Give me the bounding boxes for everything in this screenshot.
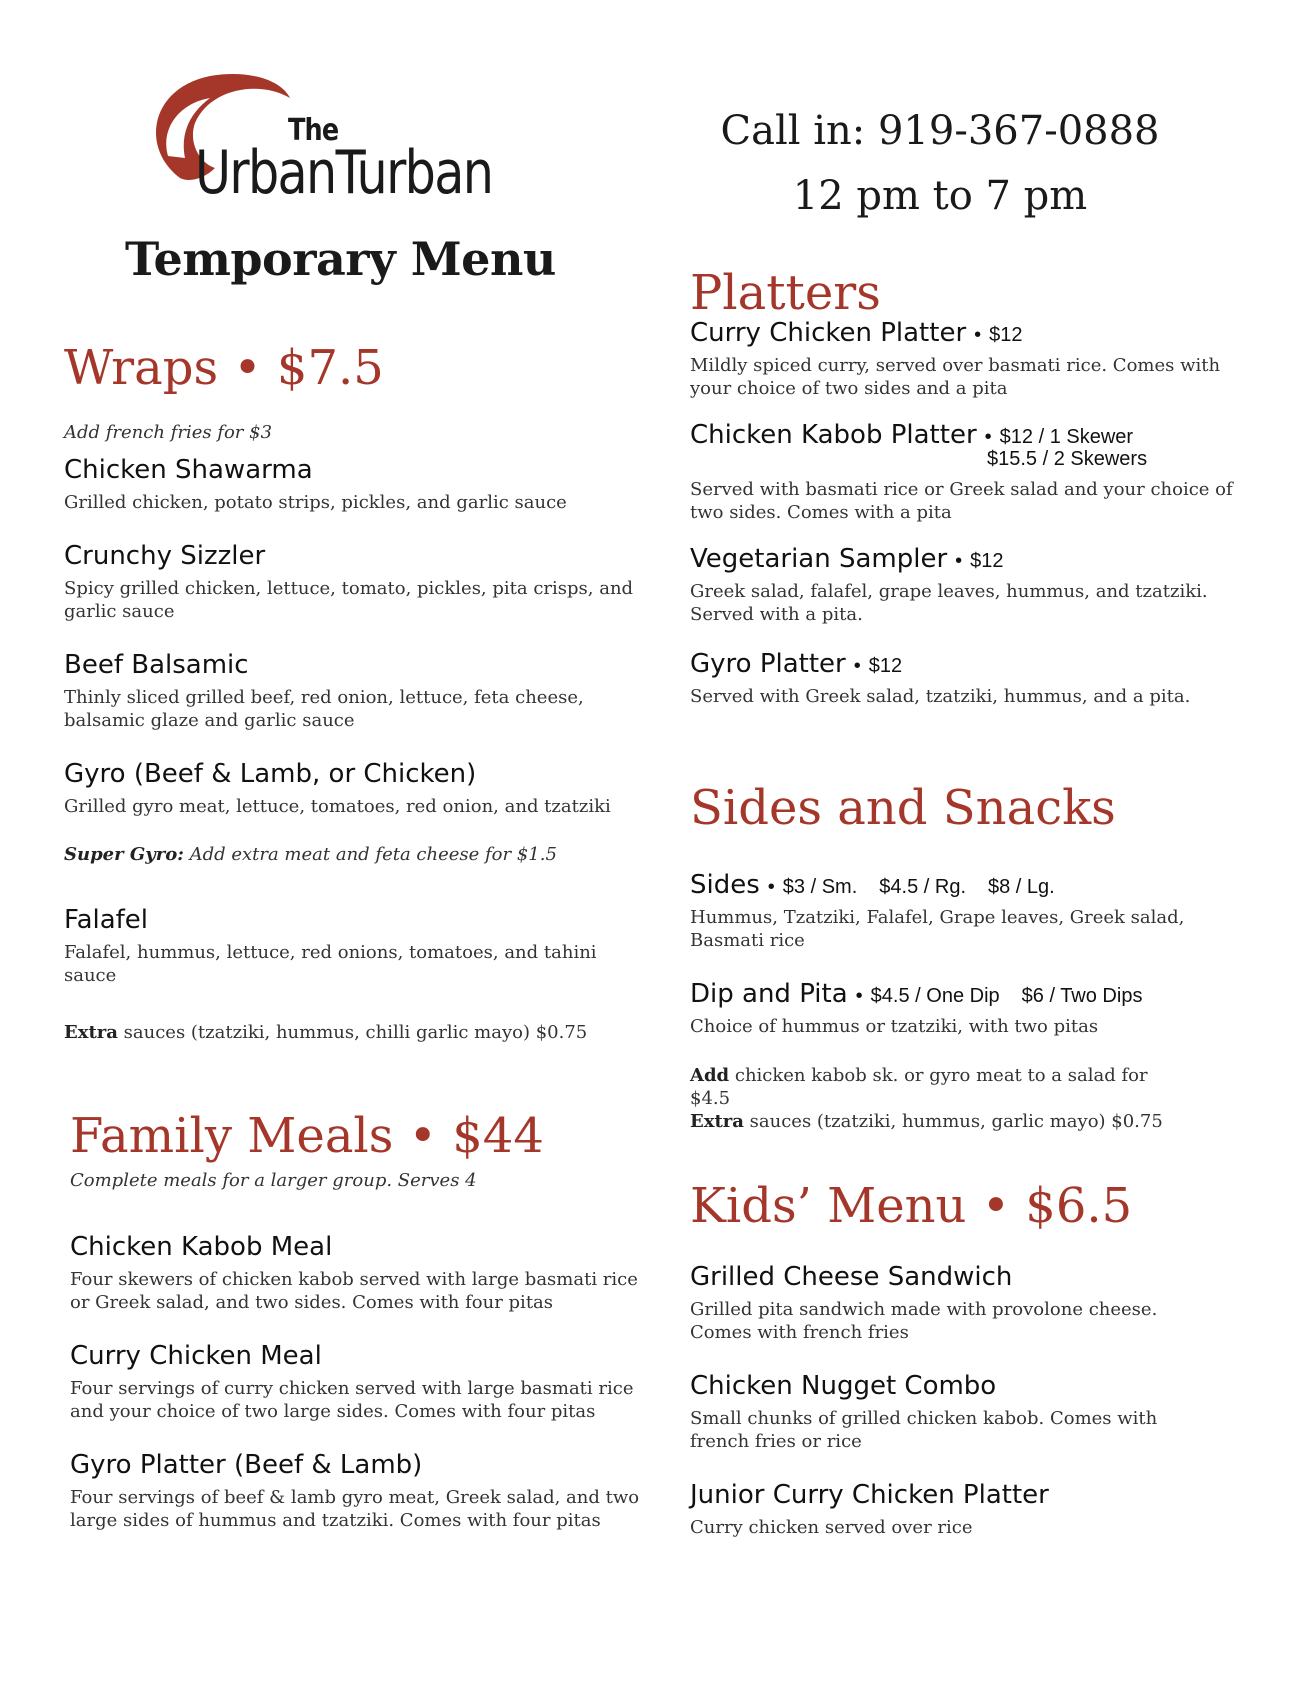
sides-extra-note [690, 1110, 1163, 1133]
item-price-alt: $6 / Two Dips [1021, 985, 1143, 1007]
menu-item [690, 420, 1250, 524]
menu-item [70, 1232, 660, 1314]
item-desc: Grilled pita sandwich made with provolone cheese. Comes with french fries [690, 1299, 1158, 1343]
menu-item [690, 1262, 1210, 1344]
menu-item [690, 870, 1250, 952]
menu-item [70, 1450, 670, 1532]
item-desc: Thinly sliced grilled beef, red onion, lettuce, feta cheese, balsamic glaze and garlic sauce [64, 687, 584, 731]
bullet: • [855, 985, 863, 1007]
item-name: Chicken Shawarma [64, 455, 313, 485]
item-name: Gyro (Beef & Lamb, or Chicken) [64, 759, 477, 789]
item-desc: Grilled gyro meat, lettuce, tomatoes, red onion, and tzatziki [64, 796, 611, 817]
menu-item [70, 1341, 670, 1423]
item-name: Vegetarian Sampler [690, 544, 948, 574]
menu-item [690, 318, 1250, 400]
menu-item [690, 979, 1290, 1038]
item-price: $12 [868, 655, 903, 677]
item-desc: Greek salad, falafel, grape leaves, hummus, and tzatziki. Served with a pita. [690, 581, 1208, 625]
item-name-row [690, 420, 1250, 450]
item-name: Chicken Kabob Meal [70, 1232, 333, 1262]
item-name: Crunchy Sizzler [64, 541, 266, 571]
item-name: Falafel [64, 905, 149, 935]
item-name: Chicken Kabob Platter [690, 420, 977, 450]
item-desc: Served with Greek salad, tzatziki, hummus, and a pita. [690, 686, 1191, 707]
item-desc: Curry chicken served over rice [690, 1517, 973, 1538]
item-price-alt: $4.5 / Rg. [879, 876, 966, 898]
extra-label: Extra [690, 1111, 744, 1132]
brand-the: The [288, 113, 339, 148]
brand-name: UrbanTurban [195, 138, 493, 208]
sides-heading: Sides and Snacks [690, 780, 1116, 836]
hours: 12 pm to 7 pm [792, 173, 1088, 219]
wraps-extra-note [64, 1021, 587, 1044]
menu-item [64, 650, 644, 732]
item-price-alt: $8 / Lg. [988, 876, 1055, 898]
extra-label: Extra [64, 1022, 118, 1043]
bullet: • [955, 550, 963, 572]
item-name: Gyro Platter (Beef & Lamb) [70, 1450, 423, 1480]
brand-logo [140, 68, 520, 208]
item-name: Curry Chicken Meal [70, 1341, 322, 1371]
item-desc: Four servings of curry chicken served with large basmati rice and your choice of two large sides. Comes with four pitas [70, 1378, 634, 1422]
item-price: $4.5 / One Dip [870, 985, 1000, 1007]
item-name-row [690, 544, 1250, 574]
platters-heading: Platters [690, 265, 881, 321]
call-in-phone: Call in: 919-367-0888 [720, 108, 1160, 154]
bullet: • [974, 324, 982, 346]
bullet: • [984, 426, 992, 448]
item-name-row [690, 870, 1250, 900]
bullet: • [767, 876, 775, 898]
item-desc: Small chunks of grilled chicken kabob. Comes with french fries or rice [690, 1408, 1158, 1452]
menu-item [690, 1371, 1210, 1453]
item-name-row [690, 649, 1250, 679]
extra-text: sauces (tzatziki, hummus, garlic mayo) $0.75 [743, 1111, 1163, 1132]
menu-item [690, 544, 1250, 626]
item-name: Junior Curry Chicken Platter [690, 1480, 1049, 1510]
item-name: Curry Chicken Platter [690, 318, 967, 348]
item-name: Grilled Cheese Sandwich [690, 1262, 1013, 1292]
item-name: Sides [690, 870, 760, 900]
wraps-subtitle: Add french fries for $3 [64, 422, 273, 443]
item-desc: Four skewers of chicken kabob served with large basmati rice or Greek salad, and two sides. Comes with four pitas [70, 1269, 638, 1313]
item-name-row [690, 979, 1290, 1009]
item-name: Chicken Nugget Combo [690, 1371, 997, 1401]
item-desc: Hummus, Tzatziki, Falafel, Grape leaves, Greek salad, Basmati rice [690, 907, 1185, 951]
item-desc: Served with basmati rice or Greek salad and your choice of two sides. Comes with a pita [690, 479, 1233, 523]
item-name: Gyro Platter [690, 649, 846, 679]
menu-item [64, 905, 644, 987]
item-desc: Falafel, hummus, lettuce, red onions, tomatoes, and tahini sauce [64, 942, 597, 986]
super-gyro-note [64, 843, 557, 866]
item-price: $12 [970, 550, 1004, 572]
family-subtitle: Complete meals for a larger group. Serves 4 [70, 1170, 477, 1191]
page-title: Temporary Menu [125, 232, 556, 286]
menu-item [690, 649, 1250, 708]
super-gyro-label: Super Gyro: [64, 844, 184, 865]
item-name-row [690, 318, 1250, 348]
wraps-heading: Wraps • $7.5 [64, 340, 384, 396]
item-name: Dip and Pita [690, 979, 848, 1009]
item-price: $12 [989, 324, 1023, 346]
item-price: $12 / 1 Skewer [999, 426, 1134, 448]
item-price: $3 / Sm. [782, 876, 858, 898]
add-label: Add [690, 1065, 730, 1086]
item-desc: Four servings of beef & lamb gyro meat, Greek salad, and two large sides of hummus and tzatziki. Comes with four pitas [70, 1487, 640, 1531]
kids-heading: Kids’ Menu • $6.5 [690, 1178, 1133, 1234]
menu-item [690, 1480, 1250, 1539]
item-desc: Mildly spiced curry, served over basmati rice. Comes with your choice of two sides and a pita [690, 355, 1221, 399]
menu-item [64, 759, 684, 818]
super-gyro-text: Add extra meat and feta cheese for $1.5 [183, 844, 557, 865]
family-heading: Family Meals • $44 [70, 1108, 544, 1164]
item-name: Beef Balsamic [64, 650, 249, 680]
menu-item [64, 541, 644, 623]
bullet: • [853, 655, 861, 677]
extra-text: sauces (tzatziki, hummus, chilli garlic mayo) $0.75 [117, 1022, 588, 1043]
menu-item [64, 455, 664, 514]
item-desc: Choice of hummus or tzatziki, with two pitas [690, 1016, 1099, 1037]
add-text: chicken kabob sk. or gyro meat to a salad for $4.5 [690, 1065, 1148, 1109]
item-price-alt: $15.5 / 2 Skewers [987, 448, 1148, 470]
item-desc: Spicy grilled chicken, lettuce, tomato, pickles, pita crisps, and garlic sauce [64, 578, 634, 622]
item-desc: Grilled chicken, potato strips, pickles, and garlic sauce [64, 492, 567, 513]
sides-add-note [690, 1064, 1190, 1110]
